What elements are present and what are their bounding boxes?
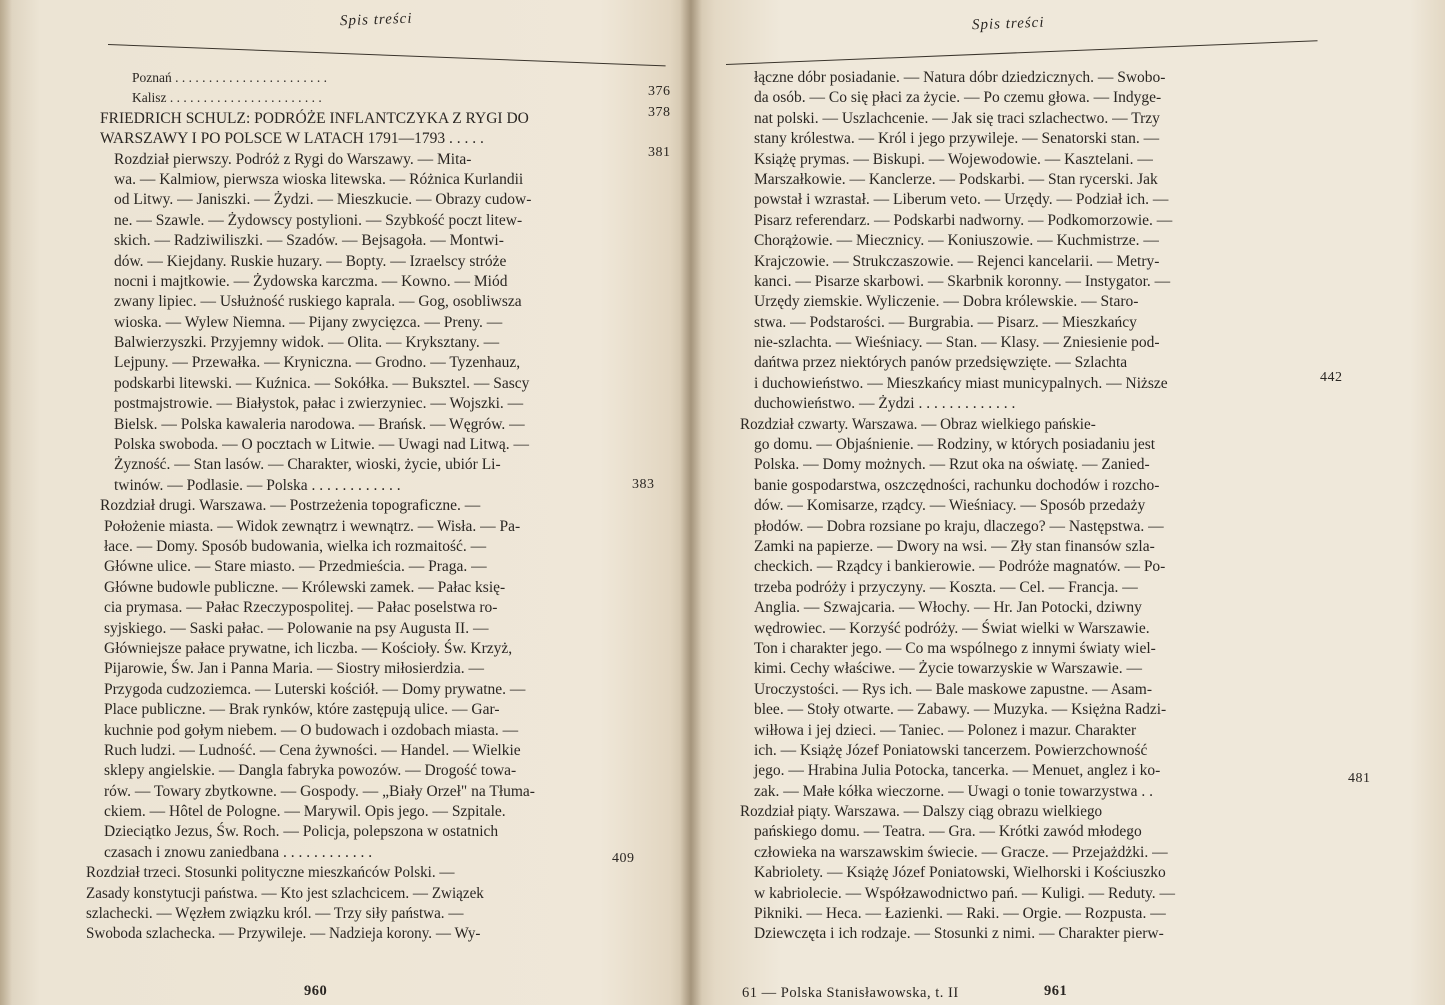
toc-line: Polska swoboda. — O pocztach w Litwie. — Uwagi nad Litwą. — — [114, 436, 529, 454]
toc-line: podskarbi litewski. — Kuźnica. — Sokółka. — Buksztel. — Sascy — [114, 374, 530, 392]
toc-line: ne. — Szawle. — Żydowscy postylioni. — Szybkość poczt litew- — [114, 211, 523, 229]
toc-line: Lejpuny. — Przewałka. — Kryniczna. — Grodno. — Tyzenhauz, — [114, 354, 521, 372]
toc-line: trzeba podróży i przyczyny. — Koszta. — Cel. — Francja. — — [754, 578, 1138, 596]
toc-line: Kabriolety. — Książę Józef Poniatowski, Wielhorski i Kościuszko — [754, 864, 1166, 882]
toc-line: FRIEDRICH SCHULZ: PODRÓŻE INFLANTCZYKA Z RYGI DO — [100, 109, 529, 127]
toc-line: Główne ulice. — Stare miasto. — Przedmieścia. — Praga. — — [104, 558, 487, 576]
left-page — [0, 0, 690, 1005]
chapter-heading: Rozdział drugi. Warszawa. — Postrzeżenia topograficzne. — — [100, 497, 481, 515]
toc-line: Główne budowle publiczne. — Królewski zamek. — Pałac księ- — [104, 578, 506, 596]
toc-line: wioska. — Wylew Niemna. — Pijany zwycięzca. — Preny. — — [114, 313, 503, 331]
toc-line: Przygoda cudzoziemca. — Luterski kościół. — Domy prywatne. — — [104, 680, 526, 698]
toc-column — [86, 68, 640, 945]
toc-line: skich. — Radziwiliszki. — Szadów. — Bejsagoła. — Montwi- — [114, 232, 504, 250]
toc-line: i duchowieństwo. — Mieszkańcy miast municypalnych. — Niższe — [754, 374, 1168, 392]
toc-line: Ruch ludzi. — Ludność. — Cena żywności. — Handel. — Wielkie — [104, 741, 521, 759]
toc-line: Położenie miasta. — Widok zewnątrz i wewnątrz. — Wisła. — Pa- — [104, 517, 521, 535]
toc-line: Uroczystości. — Rys ich. — Bale maskowe zapustne. — Asam- — [754, 680, 1152, 698]
page-edge-shadow — [0, 0, 12, 1005]
toc-line: Polska. — Domy możnych. — Rzut oka na oświatę. — Zanied- — [754, 456, 1150, 474]
toc-line: stany królestwa. — Król i jego przywileje. — Senatorski stan. — — [754, 130, 1160, 148]
toc-line: dów. — Komisarze, rządcy. — Wieśniacy. — Sposób przedaży — [754, 497, 1146, 515]
toc-line: Pisarz referendarz. — Podskarbi nadworny. — Podkomorzowie. — — [754, 211, 1173, 229]
toc-line: człowieka na warszawskim świecie. — Gracze. — Przejażdżki. — — [754, 843, 1168, 861]
chapter-heading: Rozdział piąty. Warszawa. — Dalszy ciąg obrazu wielkiego — [740, 803, 1103, 821]
toc-line: powstał i wzrastał. — Liberum veto. — Urzędy. — Podział ich. — — [754, 191, 1169, 209]
toc-line: jego. — Hrabina Julia Potocka, tancerka. — Menuet, anglez i ko- — [754, 762, 1161, 780]
toc-line: Swoboda szlachecka. — Przywileje. — Nadzieja korony. — Wy- — [86, 925, 481, 943]
toc-line: wędrowiec. — Korzyść podróży. — Świat wielki w Warszawie. — [754, 619, 1150, 637]
running-head: Spis treści — [339, 10, 413, 30]
toc-line: cia prymasa. — Pałac Rzeczypospolitej. — Pałac poselstwa ro- — [104, 599, 498, 617]
toc-line: syjskiego. — Saski pałac. — Polowanie na psy Augusta II. — — [104, 619, 489, 637]
toc-line: Balwierzyszki. Przyjemny widok. — Olita. — Kryksztany. — — [114, 334, 500, 352]
toc-line: Pikniki. — Heca. — Łazienki. — Raki. — Orgie. — Rozpusta. — — [754, 905, 1166, 923]
signature-mark: 61 — Polska Stanisławowska, t. II — [742, 985, 959, 1001]
toc-line: Główniejsze pałace prywatne, ich liczba. — Kościoły. Św. Krzyż, — [104, 639, 513, 657]
toc-line: rów. — Towary zbytkowne. — Gospody. — „Biały Orzeł" na Tłuma- — [104, 782, 535, 800]
toc-line: Urzędy ziemskie. Wyliczenie. — Dobra królewskie. — Staro- — [754, 293, 1139, 311]
toc-line: Kalisz . . . . . . . . . . . . . . . . . . . . . . . — [132, 90, 322, 106]
page-number: 409 — [612, 851, 635, 866]
toc-line: WARSZAWY I PO POLSCE W LATACH 1791—1793 . . . . . — [100, 130, 484, 148]
toc-line: szlachecki. — Węzłem związku król. — Trzy siły państwa. — — [86, 905, 464, 923]
toc-line: twinów. — Podlasie. — Polska . . . . . . . . . . . . — [114, 476, 401, 494]
toc-line: checkich. — Rządcy i bankierowie. — Podróże magnatów. — Po- — [754, 558, 1166, 576]
toc-line: Poznań . . . . . . . . . . . . . . . . . . . . . . . — [132, 70, 327, 85]
page-folio: 961 — [1044, 983, 1068, 999]
toc-line: Dzieciątko Jezus, Św. Roch. — Policja, polepszona w ostatnich — [104, 823, 499, 841]
page-number: 376 — [648, 84, 671, 99]
toc-line: Bielsk. — Polska kawaleria narodowa. — Brańsk. — Węgrów. — — [114, 415, 525, 433]
toc-line: Anglia. — Szwajcaria. — Włochy. — Hr. Jan Potocki, dziwny — [754, 599, 1142, 617]
toc-line: go domu. — Objaśnienie. — Rodziny, w których posiadaniu jest — [754, 436, 1156, 454]
toc-line: płodów. — Dobra rozsiane po kraju, dlaczego? — Następstwa. — — [754, 517, 1164, 535]
page-number: 383 — [632, 477, 655, 492]
toc-line: Zamki na papierze. — Dwory na wsi. — Zły stan finansów szla- — [754, 537, 1155, 555]
page-number: 378 — [648, 105, 671, 120]
toc-line: łączne dóbr posiadanie. — Natura dóbr dziedzicznych. — Swobo- — [754, 69, 1166, 86]
toc-line: kuchnie pod gołym niebem. — O budowach i ozdobach miasta. — — [104, 721, 519, 739]
toc-line: w kabriolecie. — Współzawodnictwo pań. — Kuligi. — Reduty. — — [754, 884, 1176, 902]
toc-column — [740, 68, 1354, 945]
toc-line: Książę prymas. — Biskupi. — Wojewodowie. — Kasztelani. — — [754, 150, 1153, 168]
toc-line: Marszałkowie. — Kanclerze. — Podskarbi. — Stan rycerski. Jak — [754, 170, 1158, 188]
toc-line: banie gospodarstwa, oszczędności, rachunku dochodów i rozcho- — [754, 476, 1160, 494]
right-page — [690, 0, 1445, 1005]
toc-line: czasach i znowu zaniedbana . . . . . . . . . . . . — [104, 843, 373, 861]
toc-line: zwany lipiec. — Usłużność ruskiego kaprala. — Gog, osobliwsza — [114, 293, 522, 311]
toc-line: Żyzność. — Stan lasów. — Charakter, wioski, życie, ubiór Li- — [114, 456, 501, 474]
chapter-heading: Rozdział pierwszy. Podróż z Rygi do Warszawy. — Mita- — [114, 150, 472, 168]
page-number: 481 — [1348, 771, 1371, 786]
toc-line: duchowieństwo. — Żydzi . . . . . . . . . . . . . — [754, 395, 1016, 413]
toc-line: stwa. — Podstarości. — Burgrabia. — Pisarz. — Mieszkańcy — [754, 313, 1137, 331]
toc-line: da osób. — Co się płaci za życie. — Po czemu głowa. — Indyge- — [754, 89, 1162, 107]
toc-line: dańtwa przez niektórych panów przedsięwzięte. — Szlachta — [754, 354, 1128, 372]
toc-line: postmajstrowie. — Białystok, pałac i zwierzyniec. — Wojszki. — — [114, 395, 524, 413]
toc-line: Dziewczęta i ich rodzaje. — Stosunki z nimi. — Charakter pierw- — [754, 925, 1164, 943]
running-head: Spis treści — [971, 14, 1045, 34]
page-folio: 960 — [304, 983, 328, 999]
toc-line: Pijarowie, Św. Jan i Panna Maria. — Siostry miłosierdzia. — — [104, 660, 484, 678]
toc-line: Place publiczne. — Brak rynków, które zastępują ulice. — Gar- — [104, 701, 500, 719]
toc-line: kimi. Cechy właściwe. — Życie towarzyskie w Warszawie. — — [754, 660, 1142, 678]
toc-line: blee. — Stoły otwarte. — Zabawy. — Muzyka. — Księżna Radzi- — [754, 701, 1167, 719]
toc-line: wa. — Kalmiow, pierwsza wioska litewska. — Różnica Kurlandii — [114, 170, 524, 188]
book-gutter — [680, 0, 702, 1005]
toc-line: Chorążowie. — Miecznicy. — Koniuszowie. — Kuchmistrze. — — [754, 232, 1159, 250]
toc-line: sklepy angielskie. — Dangla fabryka powozów. — Drogość towa- — [104, 762, 517, 780]
toc-line: wiłłowa i jej dzieci. — Taniec. — Polonez i mazur. Charakter — [754, 721, 1137, 739]
header-rule — [726, 40, 1318, 65]
page-number: 381 — [648, 145, 671, 160]
toc-line: ckiem. — Hôtel de Pologne. — Marywil. Opis jego. — Szpitale. — [104, 803, 506, 821]
toc-line: nat polski. — Uszlachcenie. — Jak się traci szlachectwo. — Trzy — [754, 109, 1160, 127]
chapter-heading: Rozdział trzeci. Stosunki polityczne mieszkańców Polski. — — [86, 864, 455, 882]
header-rule — [108, 44, 666, 66]
toc-line: Zasady konstytucji państwa. — Kto jest szlachcicem. — Związek — [86, 884, 484, 902]
toc-line: nocni i majtkowie. — Żydowska karczma. — Kowno. — Miód — [114, 272, 508, 290]
toc-line: zak. — Małe kółka wieczorne. — Uwagi o tonie towarzystwa . . — [754, 782, 1153, 800]
toc-line: kanci. — Pisarze skarbowi. — Skarbnik koronny. — Instygator. — — [754, 272, 1171, 290]
toc-line: łace. — Domy. Sposób budowania, wielka ich rozmaitość. — — [104, 537, 487, 555]
toc-line: Krajczowie. — Strukczaszowie. — Rejenci kancelarii. — Metry- — [754, 252, 1160, 270]
toc-line: od Litwy. — Janiszki. — Żydzi. — Mieszkucie. — Obrazy cudow- — [114, 191, 532, 209]
toc-line: ich. — Książę Józef Poniatowski tancerzem. Powierzchowność — [754, 741, 1148, 759]
toc-line: pańskiego domu. — Teatra. — Gra. — Krótki zawód młodego — [754, 823, 1142, 841]
toc-line: Ton i charakter jego. — Co ma wspólnego z innymi światy wiel- — [754, 639, 1156, 657]
page-number: 442 — [1320, 370, 1343, 385]
toc-line: dów. — Kiejdany. Ruskie huzary. — Bopty. — Izraelscy stróże — [114, 252, 507, 270]
chapter-heading: Rozdział czwarty. Warszawa. — Obraz wielkiego pańskie- — [740, 415, 1096, 433]
toc-line: nie-szlachta. — Wieśniacy. — Stan. — Klasy. — Zniesienie pod- — [754, 334, 1160, 352]
